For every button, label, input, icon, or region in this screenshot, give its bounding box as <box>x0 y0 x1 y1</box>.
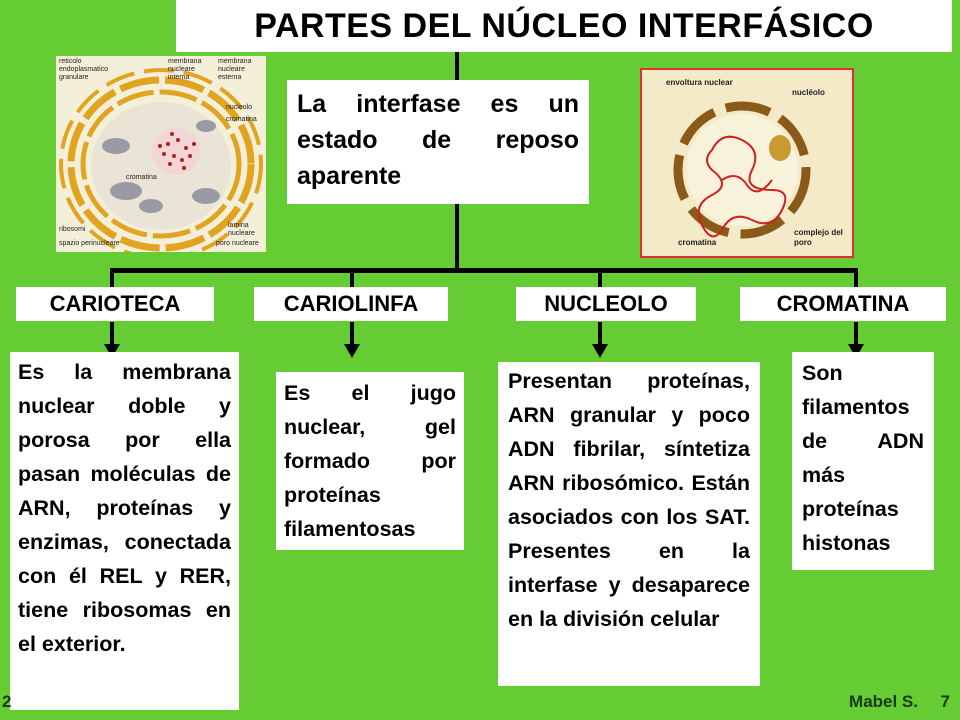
label-spazio: spazio perinucleare <box>59 240 120 247</box>
part-label-cromatina: CROMATINA <box>740 287 946 321</box>
label-nucleolo-2: nucléolo <box>792 88 825 97</box>
part-label-cariolinfa: CARIOLINFA <box>254 287 448 321</box>
page-title: PARTES DEL NÚCLEO INTERFÁSICO <box>176 0 952 52</box>
label-cromatina-3: cromatina <box>678 238 717 247</box>
label-cromatina-1: cromatina <box>226 116 257 123</box>
label-reticolo: reticolo endoplasmatico granulare <box>59 58 109 81</box>
label-envoltura: envoltura nuclear <box>666 78 733 87</box>
label-lamina: lamina nucleare <box>228 222 255 237</box>
connector-trunk <box>455 204 459 272</box>
arrow-down-icon <box>590 322 610 360</box>
intro-text: La interfase es un estado de reposo aparente <box>287 80 589 204</box>
nucleus-diagram-right <box>640 68 854 258</box>
connector-drop-3 <box>598 268 602 288</box>
part-description-cromatina: Son filamentos de ADN más proteínas histonas <box>792 352 934 570</box>
label-membrana-interna: membrana nucleare interna <box>168 58 202 81</box>
part-description-carioteca: Es la membrana nuclear doble y porosa por ella pasan moléculas de ARN, proteínas y enzimas, conectada con él REL y RER, tiene ribosomas en el exterior. <box>10 352 239 710</box>
footer-author: Mabel S. <box>849 692 918 711</box>
nucleus-diagram-left <box>56 56 266 252</box>
footer-page-number: 7 <box>940 692 950 711</box>
footer-left-text: 2 <box>2 692 12 711</box>
part-label-carioteca: CARIOTECA <box>16 287 214 321</box>
part-description-nucleolo: Presentan proteínas, ARN granular y poco ADN fibrilar, síntetiza ARN ribosómico. Están asociados con los SAT. Presentes en la interfase y desaparece en la división celular <box>498 362 760 686</box>
label-complejo: complejo del poro <box>794 228 843 247</box>
label-nucleolo: nucleolo <box>226 104 253 111</box>
arrow-down-icon <box>342 322 362 360</box>
label-ribosomi: ribosomi <box>59 226 86 233</box>
label-poro: poro nucleare <box>216 240 259 247</box>
connector-drop-4 <box>854 268 858 288</box>
connector-top <box>455 52 459 80</box>
connector-drop-2 <box>350 268 354 288</box>
connector-horizontal <box>110 268 858 273</box>
label-cromatina-2: cromatina <box>126 174 157 181</box>
label-membrana-esterna: membrana nucleare esterna <box>218 58 252 81</box>
connector-drop-1 <box>110 268 114 288</box>
part-description-cariolinfa: Es el jugo nuclear, gel formado por proteínas filamentosas <box>276 372 464 550</box>
part-label-nucleolo: NUCLEOLO <box>516 287 696 321</box>
